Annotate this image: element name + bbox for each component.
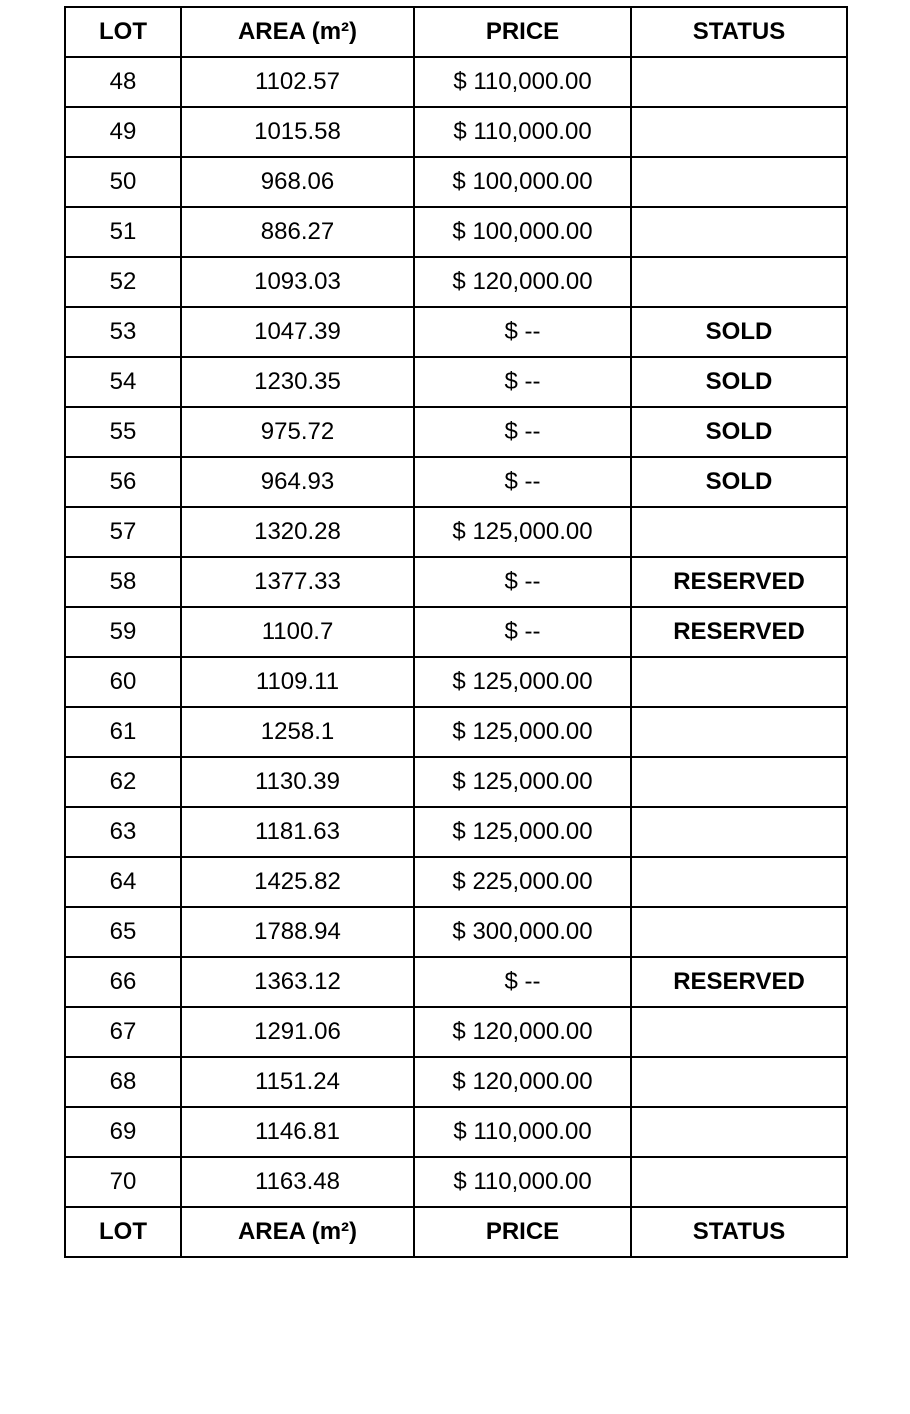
table-row (65, 457, 847, 507)
lot-cell: 70 (65, 1157, 181, 1207)
lot-cell: 54 (65, 357, 181, 407)
price-cell: $ 120,000.00 (414, 1007, 631, 1057)
status-cell (631, 157, 847, 207)
price-cell: $ 110,000.00 (414, 1107, 631, 1157)
area-cell: 1047.39 (181, 307, 414, 357)
header-price: PRICE (414, 7, 631, 57)
status-cell (631, 1157, 847, 1207)
table-row (65, 1157, 847, 1207)
lot-cell: 62 (65, 757, 181, 807)
table-row (65, 557, 847, 607)
lot-cell: 68 (65, 1057, 181, 1107)
lot-cell: 53 (65, 307, 181, 357)
table-row (65, 957, 847, 1007)
status-cell: SOLD (631, 407, 847, 457)
lot-cell: 61 (65, 707, 181, 757)
lot-cell: 55 (65, 407, 181, 457)
table-body (65, 57, 847, 1207)
area-cell: 964.93 (181, 457, 414, 507)
area-cell: 1320.28 (181, 507, 414, 557)
price-cell: $ 125,000.00 (414, 707, 631, 757)
header-row (65, 7, 847, 57)
area-cell: 1181.63 (181, 807, 414, 857)
lot-cell: 57 (65, 507, 181, 557)
status-cell (631, 57, 847, 107)
area-cell: 1015.58 (181, 107, 414, 157)
lot-cell: 49 (65, 107, 181, 157)
status-cell (631, 707, 847, 757)
area-cell: 1146.81 (181, 1107, 414, 1157)
area-cell: 975.72 (181, 407, 414, 457)
lot-cell: 52 (65, 257, 181, 307)
status-cell (631, 1107, 847, 1157)
table-row (65, 57, 847, 107)
lot-cell: 51 (65, 207, 181, 257)
status-cell (631, 207, 847, 257)
footer-status: STATUS (631, 1207, 847, 1257)
area-cell: 968.06 (181, 157, 414, 207)
price-cell: $ 110,000.00 (414, 107, 631, 157)
table-row (65, 807, 847, 857)
area-cell: 1093.03 (181, 257, 414, 307)
status-cell (631, 757, 847, 807)
price-cell: $ 110,000.00 (414, 57, 631, 107)
area-cell: 1363.12 (181, 957, 414, 1007)
table-row (65, 157, 847, 207)
table-row (65, 407, 847, 457)
status-cell (631, 907, 847, 957)
header-status: STATUS (631, 7, 847, 57)
table-row (65, 757, 847, 807)
status-cell (631, 507, 847, 557)
area-cell: 1109.11 (181, 657, 414, 707)
lot-cell: 60 (65, 657, 181, 707)
status-cell: SOLD (631, 307, 847, 357)
price-cell: $ 100,000.00 (414, 157, 631, 207)
table-row (65, 207, 847, 257)
status-cell: RESERVED (631, 957, 847, 1007)
lot-cell: 58 (65, 557, 181, 607)
price-cell: $ 125,000.00 (414, 657, 631, 707)
price-cell: $ -- (414, 357, 631, 407)
area-cell: 1291.06 (181, 1007, 414, 1057)
table-row (65, 107, 847, 157)
footer-area: AREA (m²) (181, 1207, 414, 1257)
area-cell: 1230.35 (181, 357, 414, 407)
table-row (65, 707, 847, 757)
area-cell: 1151.24 (181, 1057, 414, 1107)
price-cell: $ 125,000.00 (414, 757, 631, 807)
status-cell (631, 657, 847, 707)
status-cell: RESERVED (631, 557, 847, 607)
lot-cell: 63 (65, 807, 181, 857)
table-row (65, 857, 847, 907)
status-cell (631, 1057, 847, 1107)
lot-cell: 64 (65, 857, 181, 907)
area-cell: 1130.39 (181, 757, 414, 807)
status-cell: SOLD (631, 457, 847, 507)
table-footer (65, 1207, 847, 1257)
table-row (65, 907, 847, 957)
price-cell: $ -- (414, 457, 631, 507)
lot-cell: 56 (65, 457, 181, 507)
lot-cell: 48 (65, 57, 181, 107)
table-header (65, 7, 847, 57)
lot-cell: 67 (65, 1007, 181, 1057)
lot-cell: 69 (65, 1107, 181, 1157)
status-cell (631, 1007, 847, 1057)
footer-row (65, 1207, 847, 1257)
price-cell: $ 225,000.00 (414, 857, 631, 907)
table-row (65, 1057, 847, 1107)
price-cell: $ -- (414, 557, 631, 607)
status-cell (631, 257, 847, 307)
status-cell (631, 807, 847, 857)
lot-cell: 66 (65, 957, 181, 1007)
price-cell: $ 125,000.00 (414, 507, 631, 557)
area-cell: 1100.7 (181, 607, 414, 657)
price-cell: $ -- (414, 407, 631, 457)
area-cell: 886.27 (181, 207, 414, 257)
price-cell: $ -- (414, 307, 631, 357)
table-row (65, 257, 847, 307)
table-row (65, 307, 847, 357)
area-cell: 1377.33 (181, 557, 414, 607)
price-cell: $ 300,000.00 (414, 907, 631, 957)
status-cell: RESERVED (631, 607, 847, 657)
price-cell: $ -- (414, 607, 631, 657)
table-row (65, 1107, 847, 1157)
area-cell: 1258.1 (181, 707, 414, 757)
price-cell: $ 110,000.00 (414, 1157, 631, 1207)
header-area: AREA (m²) (181, 7, 414, 57)
price-cell: $ 120,000.00 (414, 1057, 631, 1107)
area-cell: 1163.48 (181, 1157, 414, 1207)
table-row (65, 607, 847, 657)
lot-cell: 65 (65, 907, 181, 957)
price-cell: $ -- (414, 957, 631, 1007)
price-cell: $ 100,000.00 (414, 207, 631, 257)
area-cell: 1425.82 (181, 857, 414, 907)
price-cell: $ 120,000.00 (414, 257, 631, 307)
status-cell (631, 107, 847, 157)
header-lot: LOT (65, 7, 181, 57)
footer-price: PRICE (414, 1207, 631, 1257)
status-cell (631, 857, 847, 907)
status-cell: SOLD (631, 357, 847, 407)
table-row (65, 357, 847, 407)
table-row (65, 657, 847, 707)
table-row (65, 1007, 847, 1057)
lots-table (64, 6, 848, 1258)
area-cell: 1788.94 (181, 907, 414, 957)
table-row (65, 507, 847, 557)
price-cell: $ 125,000.00 (414, 807, 631, 857)
area-cell: 1102.57 (181, 57, 414, 107)
lot-cell: 59 (65, 607, 181, 657)
lot-cell: 50 (65, 157, 181, 207)
footer-lot: LOT (65, 1207, 181, 1257)
